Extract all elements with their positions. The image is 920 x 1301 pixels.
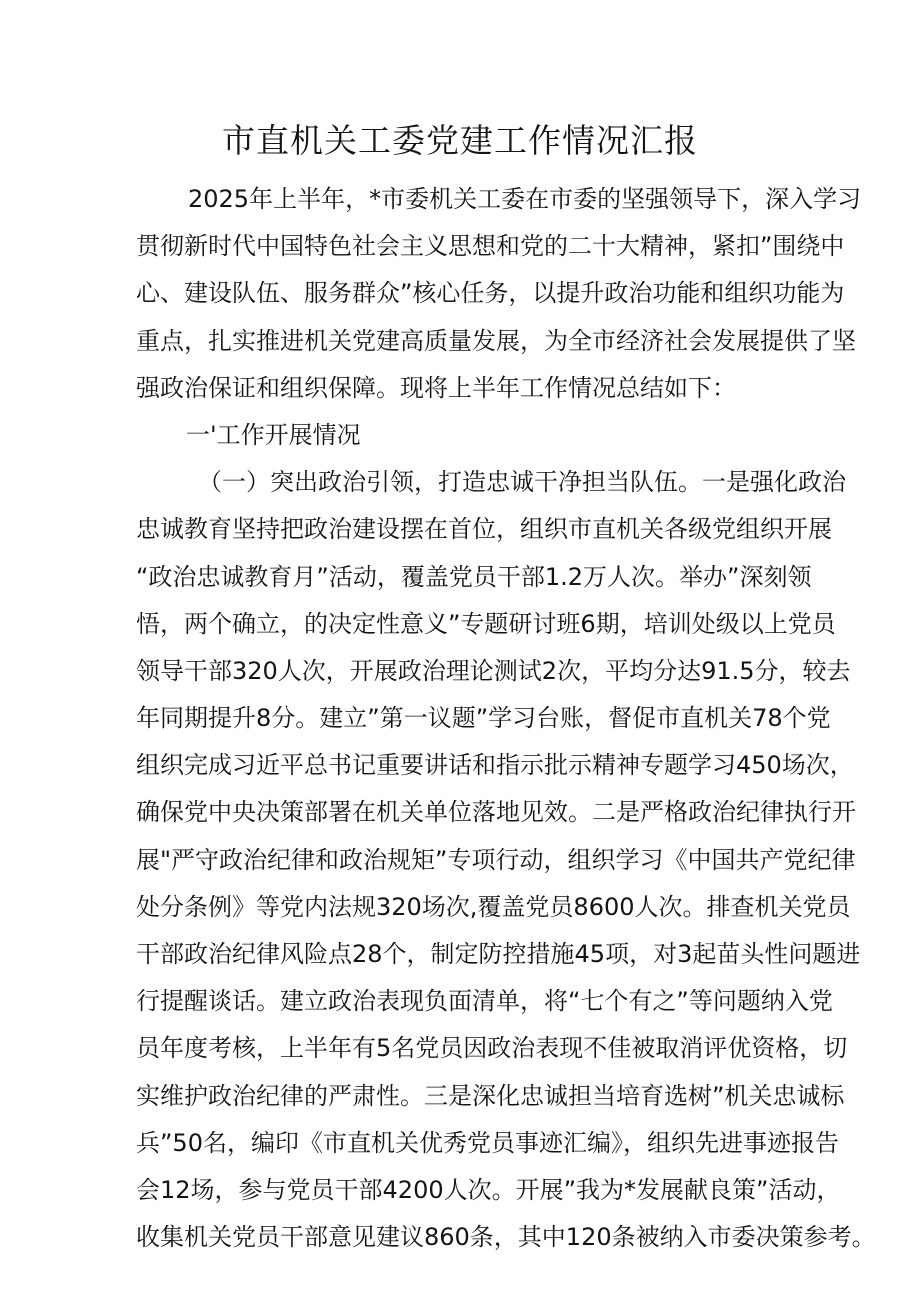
paragraph-section1-line-10: 处分条例》等党内法规320场次,覆盖党员8600人次。排查机关党员 [136,892,851,921]
paragraph-section1-line-3: “政治忠诚教育月”活动，覆盖党员干部1.2万人次。举办”深刻领 [136,562,812,591]
paragraph-section1-line-17: 收集机关党员干部意见建议860条，其中120条被纳入市委决策参考。 [136,1223,876,1252]
document-title: 市直机关工委党建工作情况汇报 [222,121,698,160]
paragraph-intro-line-2: 贯彻新时代中国特色社会主义思想和党的二十大精神，紧扣”围绕中 [136,232,845,261]
paragraph-section1-line-13: 员年度考核，上半年有5名党员因政治表现不佳被取消评优资格，切 [136,1034,848,1063]
paragraph-section1-line-6: 年同期提升8分。建立”第一议题”学习台账，督促市直机关78个党 [136,704,831,733]
document-body [136,176,876,1261]
paragraph-section1-line-12: 行提醒谈话。建立政治表现负面清单，将“七个有之”等问题纳入党 [136,987,833,1016]
paragraph-intro-line-3: 心、建设队伍、服务群众”核心任务，以提升政治功能和组织功能为 [136,279,845,308]
paragraph-intro-line-1: 2025年上半年，*市委机关工委在市委的坚强领导下，深入学习 [188,185,862,213]
paragraph-section1-line-16: 会12场，参与党员干部4200人次。开展”我为*发展献良策”活动， [136,1175,841,1204]
paragraph-section1-line-9: 展"严守政治纪律和政治规矩”专项行动，组织学习《中国共产党纪律 [136,845,856,874]
paragraph-intro-line-5: 强政治保证和组织保障。现将上半年工作情况总结如下： [136,373,736,402]
paragraph-section1-line-8: 确保党中央决策部署在机关单位落地见效。二是严格政治纪律执行开 [136,798,856,827]
paragraph-intro-line-4: 重点，扎实推进机关党建高质量发展，为全市经济社会发展提供了坚 [136,326,856,355]
paragraph-section1-line-4: 悟，两个确立，的决定性意义”专题研讨班6期，培训处级以上党员 [136,609,836,638]
paragraph-section1-line-5: 领导干部320人次，开展政治理论测试2次，平均分达91.5分，较去 [136,656,851,685]
paragraph-section1-line-15: 兵”50名，编印《市直机关优秀党员事迹汇编》，组织先进事迹报告 [136,1128,839,1157]
paragraph-section1-line-2: 忠诚教育坚持把政治建设摆在首位，组织市直机关各级党组织开展 [136,515,832,544]
paragraph-section1-line-14: 实维护政治纪律的严肃性。三是深化忠诚担当培育选树”机关忠诚标 [136,1081,845,1110]
paragraph-section1-line-1: （一）突出政治引领，打造忠诚干净担当队伍。一是强化政治 [198,468,846,497]
paragraph-section1-line-7: 组织完成习近平总书记重要讲话和指示批示精神专题学习450场次， [136,751,854,780]
section-heading: 一'工作开展情况 [186,420,361,449]
paragraph-section1-line-11: 干部政治纪律风险点28个，制定防控措施45项，对3起苗头性问题进 [136,940,861,968]
